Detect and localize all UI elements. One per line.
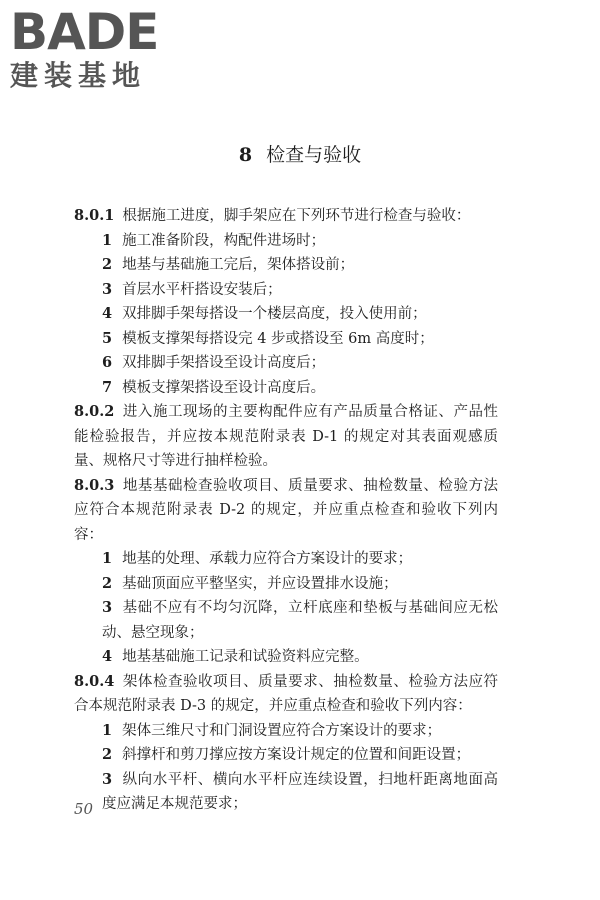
item-number: 7 — [102, 378, 113, 396]
list-item — [74, 253, 498, 278]
item-text: 架体三维尺寸和门洞设置应符合方案设计的要求； — [122, 722, 442, 739]
item-text: 双排脚手架每搭设一个楼层高度，投入使用前； — [122, 306, 427, 322]
section-8-0-2 — [74, 400, 498, 474]
item-text: 地基与基础施工完后，架体搭设前； — [122, 257, 355, 273]
item-text: 基础顶面应平整坚实，并应设置排水设施； — [122, 575, 398, 592]
list-item — [74, 572, 498, 597]
page-number: 50 — [74, 800, 94, 818]
item-text: 地基的处理、承载力应符合方案设计的要求； — [122, 551, 413, 567]
item-number: 3 — [102, 770, 113, 788]
list-item — [74, 327, 498, 352]
section-8-0-4 — [74, 670, 498, 719]
list-item — [74, 376, 498, 401]
logo — [10, 3, 180, 92]
chapter-title — [0, 143, 600, 167]
item-text: 模板支撑架每搭设完 4 步或搭设至 6m 高度时； — [122, 330, 434, 347]
list-item — [74, 768, 498, 817]
list-item — [74, 302, 498, 327]
list-item — [74, 719, 498, 744]
item-number: 4 — [102, 305, 113, 322]
item-number: 1 — [102, 231, 113, 249]
item-number: 3 — [102, 280, 113, 298]
section-8-0-3 — [74, 474, 498, 548]
chapter-title-text: 检查与验收 — [266, 144, 362, 166]
logo-latin-text: BADE — [10, 3, 159, 61]
section-text: 地基基础检查验收项目、质量要求、抽检数量、检验方法应符合本规范附录表 D-2 的规定，并应重点检查和验收下列内容： — [74, 477, 498, 543]
item-text: 模板支撑架搭设至设计高度后。 — [122, 379, 326, 396]
item-number: 2 — [102, 256, 113, 273]
chapter-number: 8 — [238, 144, 253, 166]
item-number: 5 — [102, 329, 113, 347]
item-text: 纵向水平杆、横向水平杆应连续设置，扫地杆距离地面高度应满足本规范要求； — [102, 771, 498, 812]
list-item — [74, 278, 498, 303]
section-number: 8.0.3 — [74, 476, 115, 494]
list-item — [74, 596, 498, 645]
item-number: 2 — [102, 746, 113, 763]
item-text: 施工准备阶段，构配件进场时； — [122, 232, 326, 249]
item-number: 6 — [102, 354, 113, 371]
section-number: 8.0.1 — [74, 207, 115, 224]
logo-chinese-text: 建装基地 — [10, 59, 147, 92]
list-item — [74, 229, 498, 254]
item-number: 2 — [102, 574, 113, 592]
item-text: 斜撑杆和剪刀撑应按方案设计规定的位置和间距设置； — [122, 747, 471, 763]
item-text: 地基基础施工记录和试验资料应完整。 — [122, 649, 369, 665]
section-text: 进入施工现场的主要构配件应有产品质量合格证、产品性能检验报告，并应按本规范附录表 D-1 的规定对其表面观感质量、规格尺寸等进行抽样检验。 — [74, 404, 498, 469]
item-text: 基础不应有不均匀沉降，立杆底座和垫板与基础间应无松动、悬空现象； — [102, 600, 498, 641]
list-item — [74, 351, 498, 376]
document-body — [74, 204, 498, 817]
item-number: 1 — [102, 721, 113, 739]
section-text: 架体检查验收项目、质量要求、抽检数量、检验方法应符合本规范附录表 D-3 的规定，并应重点检查和验收下列内容： — [74, 673, 498, 714]
section-8-0-1 — [74, 204, 498, 229]
item-text: 双排脚手架搭设至设计高度后； — [122, 355, 326, 371]
item-number: 3 — [102, 599, 113, 616]
item-text: 首层水平杆搭设安装后； — [122, 281, 282, 298]
section-number: 8.0.2 — [74, 403, 115, 420]
section-number: 8.0.4 — [74, 672, 115, 690]
list-item — [74, 743, 498, 768]
list-item — [74, 547, 498, 572]
section-text: 根据施工进度，脚手架应在下列环节进行检查与验收： — [122, 208, 471, 224]
list-item — [74, 645, 498, 670]
item-number: 1 — [102, 550, 113, 567]
item-number: 4 — [102, 648, 113, 665]
